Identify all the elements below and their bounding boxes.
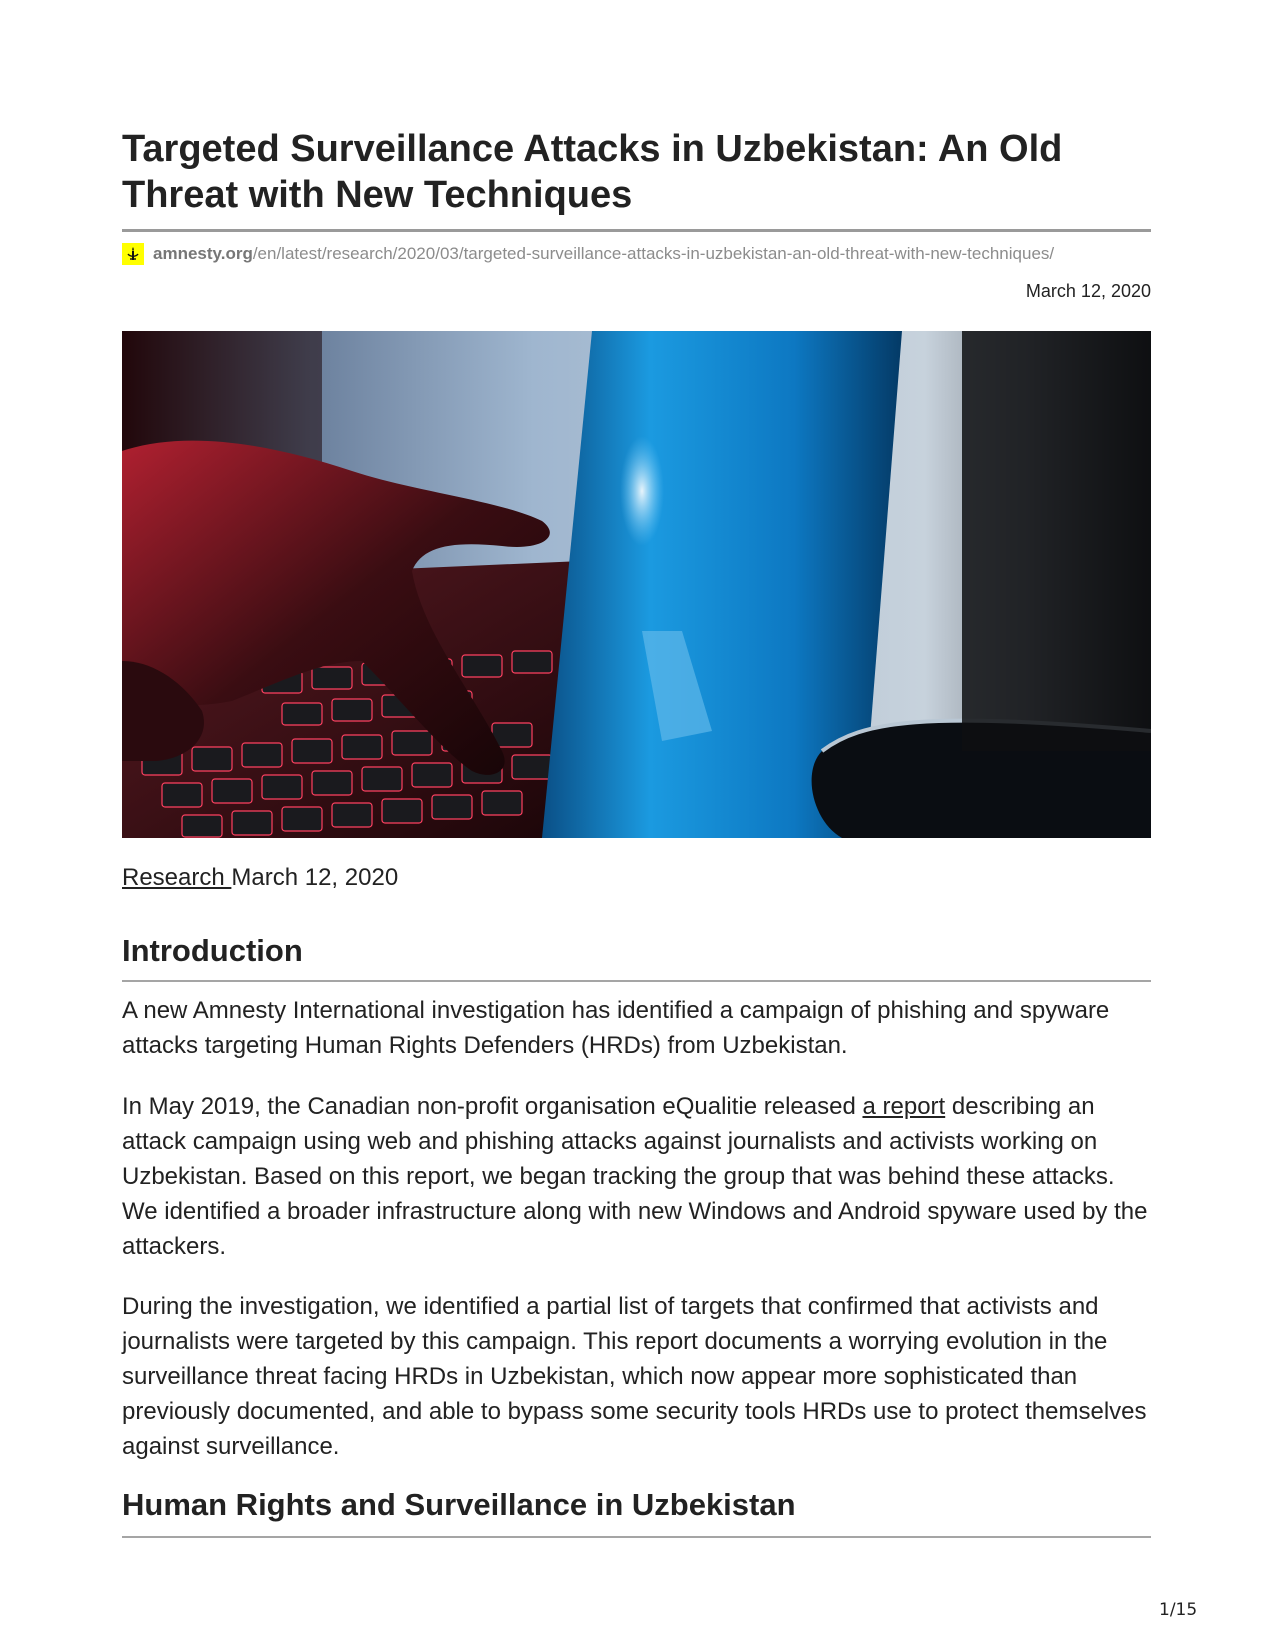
hand-typing-photo-icon: [122, 331, 1151, 838]
paragraph-2-end: describing an attack campaign using web and phishing attacks against journalists and activists working on Uzbekistan. Based on this report, we began tracking the group that was behind these attacks. We identified a broader infrastructure along with new Windows and Android spyware used by the attackers.: [122, 1093, 1148, 1260]
category-meta: [122, 864, 398, 892]
paragraph-3: During the investigation, we identified a partial list of targets that confirmed that activists and journalists were targeted by this campaign. This report documents a worrying evolution in the surveillance threat facing HRDs in Uzbekistan, which now appear more sophisticated than previously documented, and able to bypass some security tools HRDs use to protect themselves against surveillance.: [122, 1293, 1147, 1460]
article-title-line2: Threat with New Techniques: [122, 174, 633, 216]
section-divider: [122, 980, 1151, 982]
source-url-row[interactable]: [122, 240, 1151, 268]
section-heading-introduction: Introduction: [122, 933, 303, 968]
hero-image: [122, 331, 1151, 838]
article-title: [122, 126, 1151, 218]
category-link-research[interactable]: Research: [122, 864, 232, 891]
category-date: March 12, 2020: [231, 864, 399, 891]
section-divider: [122, 1536, 1151, 1538]
amnesty-candle-icon: [122, 243, 144, 265]
paragraph-1: A new Amnesty International investigation has identified a campaign of phishing and spyware attacks targeting Human Rights Defenders (HRDs) from Uzbekistan.: [122, 997, 1110, 1059]
article-title-line1: Targeted Surveillance Attacks in Uzbekistan: An Old: [122, 128, 1063, 170]
report-link[interactable]: a report: [862, 1093, 946, 1120]
source-domain[interactable]: amnesty.org: [153, 244, 253, 263]
title-divider: [122, 229, 1151, 232]
paragraph-2: [122, 1089, 1151, 1264]
source-path[interactable]: /en/latest/research/2020/03/targeted-surveillance-attacks-in-uzbekistan-an-old-threat-with-new-techniques/: [252, 244, 1055, 263]
publish-date: March 12, 2020: [1025, 281, 1151, 301]
page-number: 1/15: [1159, 1600, 1198, 1620]
section-heading-human-rights: Human Rights and Surveillance in Uzbekistan: [122, 1487, 796, 1522]
paragraph-2-start: In May 2019, the Canadian non-profit organisation eQualitie released: [122, 1093, 863, 1120]
